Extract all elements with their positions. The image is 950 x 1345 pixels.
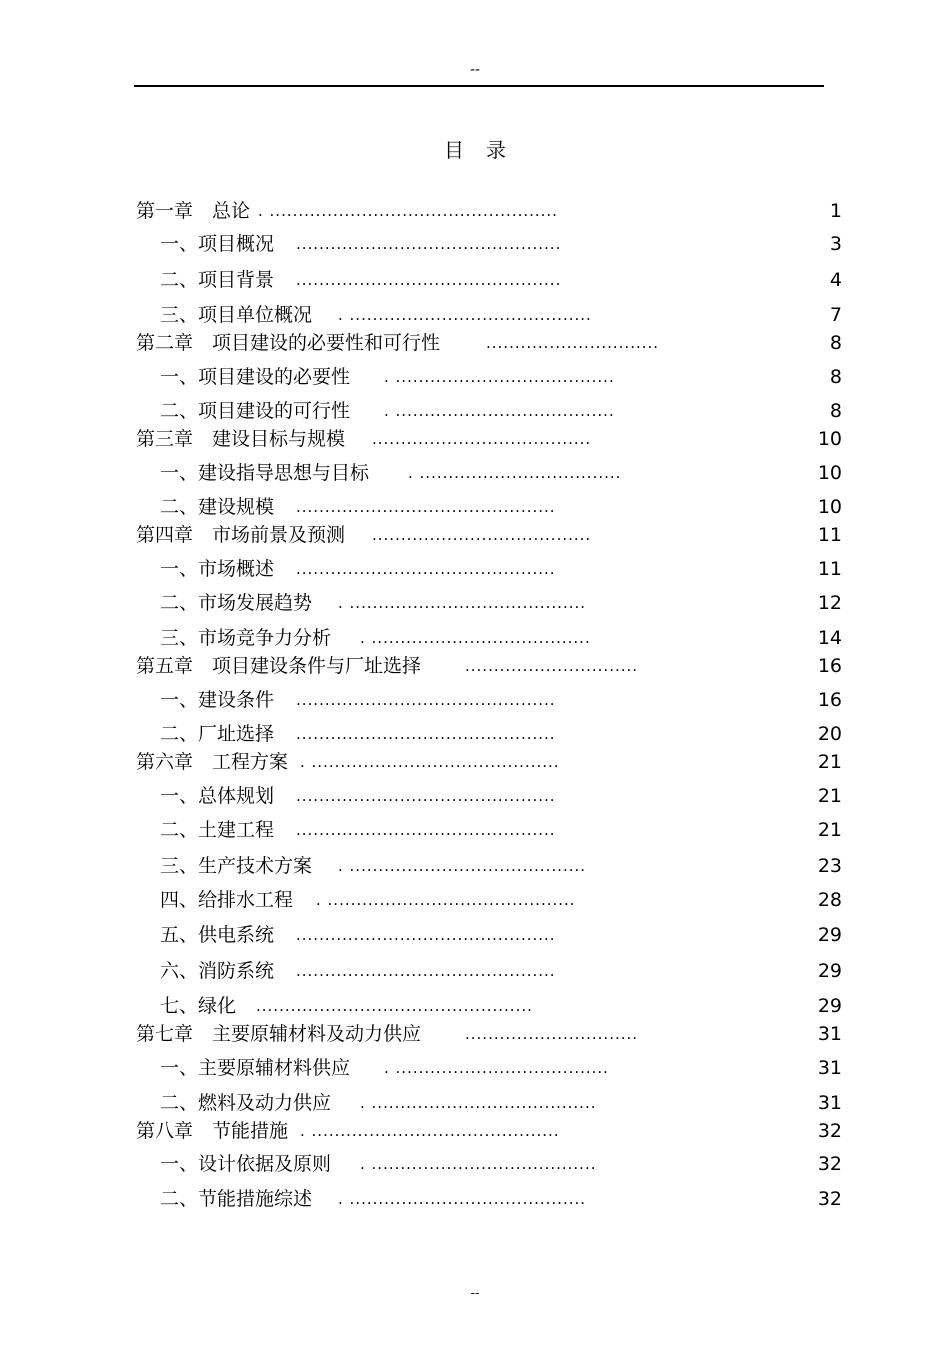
toc-entry-label: 三、生产技术方案 [160,855,313,877]
toc-entry-label: 第五章 项目建设条件与厂址选择 [136,655,422,677]
toc-section-entry[interactable] [0,590,950,616]
page-footer: -- [470,1286,480,1300]
toc-page-number: 16 [817,655,842,677]
toc-entry-label: 第三章 建设目标与规模 [136,428,346,450]
toc-section-entry[interactable] [0,853,950,879]
toc-entry-label: 二、项目建设的可行性 [160,400,351,422]
toc-leader-dots: . ......................................... [338,1190,587,1208]
toc-page-number: 3 [829,233,842,255]
toc-leader-dots: ............................................. [296,691,556,709]
toc-page-number: 10 [817,428,842,450]
toc-leader-dots: .............................. [465,1025,639,1043]
toc-section-entry[interactable] [0,687,950,713]
toc-page-number: 8 [829,366,842,388]
toc-page-number: 11 [817,524,842,546]
toc-chapter-entry[interactable] [0,1118,950,1144]
toc-leader-dots: .............................. [465,657,639,675]
toc-section-entry[interactable] [0,460,950,486]
toc-section-entry[interactable] [0,1186,950,1212]
toc-leader-dots: . ...................................... [384,402,615,420]
toc-page-number: 31 [817,1023,842,1045]
toc-entry-label: 七、绿化 [160,995,237,1017]
toc-section-entry[interactable] [0,267,950,293]
toc-chapter-entry[interactable] [0,426,950,452]
toc-section-entry[interactable] [0,721,950,747]
toc-leader-dots: . ...................................... [384,368,615,386]
toc-page-number: 29 [817,995,842,1017]
toc-leader-dots: ............................................. [296,787,556,805]
toc-leader-dots: .............................. [486,334,660,352]
toc-section-entry[interactable] [0,1151,950,1177]
toc-section-entry[interactable] [0,958,950,984]
page-header: -- [469,62,481,78]
toc-leader-dots: . ......................................... [338,857,587,875]
toc-page-number: 8 [829,332,842,354]
toc-section-entry[interactable] [0,993,950,1019]
toc-entry-label: 一、项目概况 [160,233,275,255]
toc-entry-label: 一、设计依据及原则 [160,1153,332,1175]
toc-leader-dots: ................................................ [256,997,533,1015]
toc-leader-dots: ............................................. [296,926,556,944]
toc-page-number: 23 [817,855,842,877]
toc-section-entry[interactable] [0,1090,950,1116]
toc-page-number: 32 [817,1188,842,1210]
toc-entry-label: 第一章 总论 [136,200,251,222]
toc-page-number: 29 [817,960,842,982]
toc-section-entry[interactable] [0,887,950,913]
toc-entry-label: 二、市场发展趋势 [160,592,313,614]
toc-entry-label: 第七章 主要原辅材料及动力供应 [136,1023,422,1045]
toc-leader-dots: . .......................................... [338,306,592,324]
toc-page-number: 4 [829,269,842,291]
toc-page-number: 8 [829,400,842,422]
toc-entry-label: 四、给排水工程 [160,889,294,911]
toc-page-number: 12 [817,592,842,614]
toc-leader-dots: . ................................... [408,464,622,482]
toc-chapter-entry[interactable] [0,653,950,679]
toc-entry-label: 一、建设条件 [160,689,275,711]
toc-section-entry[interactable] [0,302,950,328]
toc-entry-label: 第六章 工程方案 [136,751,289,773]
toc-leader-dots: ............................................. [296,725,556,743]
toc-page-number: 32 [817,1120,842,1142]
toc-page-number: 7 [829,304,842,326]
toc-entry-label: 二、厂址选择 [160,723,275,745]
toc-entry-label: 二、节能措施综述 [160,1188,313,1210]
toc-section-entry[interactable] [0,783,950,809]
toc-chapter-entry[interactable] [0,522,950,548]
toc-page-number: 14 [817,627,842,649]
toc-page-number: 31 [817,1057,842,1079]
toc-entry-label: 二、燃料及动力供应 [160,1092,332,1114]
toc-leader-dots: .............................................. [296,271,562,289]
toc-leader-dots: ...................................... [372,526,592,544]
toc-leader-dots: ...................................... [372,430,592,448]
toc-entry-label: 第二章 项目建设的必要性和可行性 [136,332,441,354]
toc-section-entry[interactable] [0,922,950,948]
toc-leader-dots: ............................................. [296,560,556,578]
toc-page-number: 20 [817,723,842,745]
toc-section-entry[interactable] [0,364,950,390]
toc-page-number: 32 [817,1153,842,1175]
toc-leader-dots: . ........................................... [300,1122,560,1140]
toc-title: 目录 [444,138,528,162]
toc-entry-label: 二、土建工程 [160,819,275,841]
toc-page-number: 28 [817,889,842,911]
toc-leader-dots: .............................................. [296,235,562,253]
toc-chapter-entry[interactable] [0,749,950,775]
toc-entry-label: 一、主要原辅材料供应 [160,1057,351,1079]
toc-page-number: 16 [817,689,842,711]
toc-entry-label: 二、建设规模 [160,496,275,518]
toc-leader-dots: . ........................................... [300,753,560,771]
toc-section-entry[interactable] [0,625,950,651]
toc-section-entry[interactable] [0,556,950,582]
toc-leader-dots: . ...................................... [360,629,591,647]
toc-entry-label: 三、项目单位概况 [160,304,313,326]
toc-entry-label: 一、总体规划 [160,785,275,807]
toc-entry-label: 一、项目建设的必要性 [160,366,351,388]
toc-page-number: 11 [817,558,842,580]
toc-entry-label: 一、建设指导思想与目标 [160,462,370,484]
toc-page-number: 21 [817,751,842,773]
toc-leader-dots: ............................................. [296,962,556,980]
toc-leader-dots: ............................................. [296,821,556,839]
toc-page-number: 29 [817,924,842,946]
toc-leader-dots: . ....................................... [360,1155,597,1173]
toc-chapter-entry[interactable] [0,1021,950,1047]
toc-section-entry[interactable] [0,494,950,520]
toc-leader-dots: ............................................. [296,498,556,516]
toc-entry-label: 六、消防系统 [160,960,275,982]
toc-page-number: 31 [817,1092,842,1114]
toc-leader-dots: . ........................................... [316,891,576,909]
toc-section-entry[interactable] [0,1055,950,1081]
toc-entry-label: 五、供电系统 [160,924,275,946]
toc-entry-label: 三、市场竞争力分析 [160,627,332,649]
toc-page-number: 10 [817,462,842,484]
toc-chapter-entry[interactable] [0,198,950,224]
toc-section-entry[interactable] [0,231,950,257]
toc-leader-dots: . .................................................. [258,202,558,220]
toc-leader-dots: . ....................................... [360,1094,597,1112]
toc-entry-label: 二、项目背景 [160,269,275,291]
toc-section-entry[interactable] [0,817,950,843]
toc-page-number: 21 [817,785,842,807]
toc-page-number: 1 [829,200,842,222]
toc-leader-dots: . ..................................... [384,1059,609,1077]
toc-section-entry[interactable] [0,398,950,424]
toc-page-number: 21 [817,819,842,841]
toc-entry-label: 第四章 市场前景及预测 [136,524,346,546]
toc-chapter-entry[interactable] [0,330,950,356]
toc-leader-dots: . ......................................... [338,594,587,612]
toc-page-number: 10 [817,496,842,518]
toc-entry-label: 一、市场概述 [160,558,275,580]
toc-entry-label: 第八章 节能措施 [136,1120,289,1142]
